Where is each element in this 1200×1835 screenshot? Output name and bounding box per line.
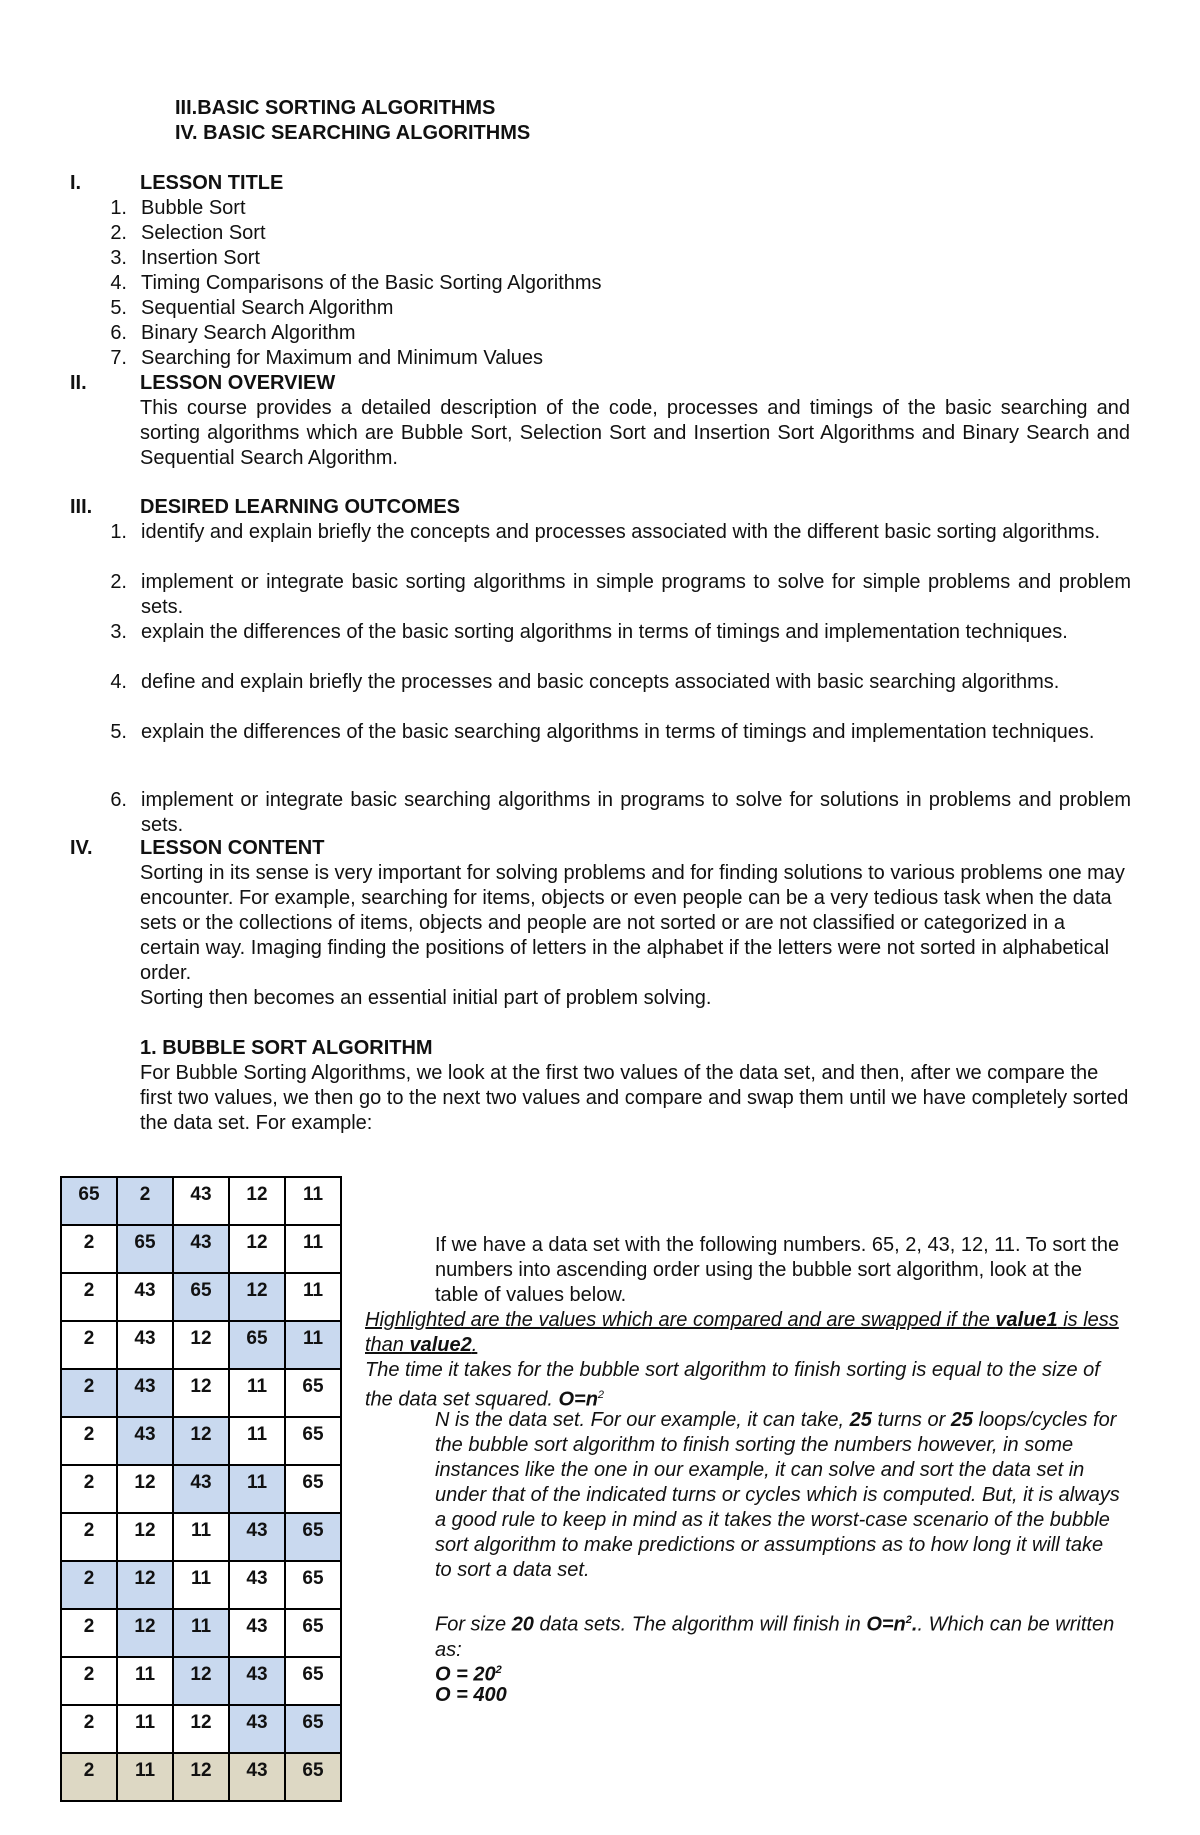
- document-header: [175, 96, 530, 146]
- size-20-example: For size 20 data sets. The algorithm will finish in $O=n^2$.. Which can be written as:: [435, 1613, 1115, 1661]
- table-cell: 43: [117, 1321, 173, 1369]
- table-row: [61, 1273, 341, 1321]
- table-cell: 11: [285, 1273, 341, 1321]
- section-heading: DESIRED LEARNING OUTCOMES: [140, 496, 461, 518]
- content-paragraph-2: Sorting then becomes an essential initial part of problem solving.: [140, 987, 712, 1009]
- table-cell: 65: [285, 1417, 341, 1465]
- table-cell: 43: [117, 1273, 173, 1321]
- table-cell: 12: [117, 1513, 173, 1561]
- table-cell: 2: [117, 1177, 173, 1225]
- table-cell: 11: [117, 1753, 173, 1801]
- table-cell: 12: [173, 1705, 229, 1753]
- table-cell: 11: [173, 1609, 229, 1657]
- overview-text: This course provides a detailed description of the code, processes and timings of the basic searching and sorting algorithms which are Bubble Sort, Selection Sort and Insertion Sort Algorithms and Binary Search and Sequential Search Algorithm.: [140, 397, 1130, 469]
- section-heading: LESSON OVERVIEW: [140, 372, 336, 394]
- table-cell: 2: [61, 1753, 117, 1801]
- table-cell: 65: [285, 1657, 341, 1705]
- table-cell: 11: [285, 1321, 341, 1369]
- table-cell: 43: [229, 1705, 285, 1753]
- table-cell: 65: [285, 1465, 341, 1513]
- highlight-note: Highlighted are the values which are compared and are swapped if the value1 is less than value2.: [365, 1309, 1119, 1356]
- table-cell: 65: [285, 1705, 341, 1753]
- table-cell: 11: [229, 1369, 285, 1417]
- table-cell: 12: [117, 1465, 173, 1513]
- table-cell: 43: [229, 1657, 285, 1705]
- table-cell: 11: [285, 1225, 341, 1273]
- table-row: [61, 1417, 341, 1465]
- table-cell: 12: [173, 1321, 229, 1369]
- table-row: [61, 1609, 341, 1657]
- table-cell: 12: [229, 1177, 285, 1225]
- table-cell: 12: [229, 1225, 285, 1273]
- table-cell: 12: [173, 1657, 229, 1705]
- table-row: [61, 1369, 341, 1417]
- table-cell: 2: [61, 1465, 117, 1513]
- table-cell: 12: [117, 1561, 173, 1609]
- table-cell: 65: [285, 1369, 341, 1417]
- table-cell: 2: [61, 1273, 117, 1321]
- table-row: [61, 1225, 341, 1273]
- header-line-1: III.BASIC SORTING ALGORITHMS: [175, 97, 496, 119]
- table-cell: 65: [285, 1561, 341, 1609]
- section-number: IV.: [70, 837, 93, 859]
- table-cell: 2: [61, 1513, 117, 1561]
- table-cell: 2: [61, 1657, 117, 1705]
- table-row: [61, 1513, 341, 1561]
- table-cell: 11: [285, 1177, 341, 1225]
- table-cell: 43: [173, 1465, 229, 1513]
- table-cell: 12: [117, 1609, 173, 1657]
- table-cell: 2: [61, 1561, 117, 1609]
- section-number: I.: [70, 172, 82, 194]
- table-cell: 2: [61, 1225, 117, 1273]
- table-row: [61, 1753, 341, 1801]
- header-line-2: IV. BASIC SEARCHING ALGORITHMS: [175, 122, 531, 144]
- table-cell: 11: [117, 1657, 173, 1705]
- table-row: [61, 1177, 341, 1225]
- section-number: II.: [70, 372, 87, 394]
- equation-2: O = 400: [435, 1684, 507, 1706]
- table-cell: 43: [229, 1753, 285, 1801]
- table-cell: 43: [229, 1609, 285, 1657]
- table-cell: 12: [229, 1273, 285, 1321]
- equation-1: $O = 20^2$: [435, 1663, 502, 1686]
- table-cell: 2: [61, 1369, 117, 1417]
- table-cell: 11: [229, 1465, 285, 1513]
- table-cell: 65: [61, 1177, 117, 1225]
- table-cell: 43: [229, 1513, 285, 1561]
- table-cell: 12: [173, 1753, 229, 1801]
- table-cell: 65: [173, 1273, 229, 1321]
- table-cell: 65: [285, 1609, 341, 1657]
- table-cell: 12: [173, 1369, 229, 1417]
- table-row: [61, 1321, 341, 1369]
- table-row: [61, 1561, 341, 1609]
- time-complexity-note: The time it takes for the bubble sort algorithm to finish sorting is equal to the size of the data set squared. $O=n^2$: [365, 1359, 1100, 1411]
- table-cell: 43: [173, 1177, 229, 1225]
- bubble-sort-description: For Bubble Sorting Algorithms, we look at the first two values of the data set, and then, after we compare the first two values, we then go to the next two values and compare and swap them until we have completely sorted the data set. For example:: [140, 1062, 1129, 1134]
- table-cell: 43: [117, 1369, 173, 1417]
- table-cell: 43: [117, 1417, 173, 1465]
- table-cell: 2: [61, 1705, 117, 1753]
- table-row: [61, 1465, 341, 1513]
- table-intro-text: If we have a data set with the following numbers. 65, 2, 43, 12, 11. To sort the numbers into ascending order using the bubble sort algorithm, look at the table of values below.: [435, 1234, 1120, 1306]
- table-cell: 43: [229, 1561, 285, 1609]
- table-cell: 11: [173, 1513, 229, 1561]
- table-cell: 11: [229, 1417, 285, 1465]
- table-cell: 43: [173, 1225, 229, 1273]
- table-cell: 11: [173, 1561, 229, 1609]
- n-explanation: N is the data set. For our example, it can take, 25 turns or 25 loops/cycles for the bubble sort algorithm to finish sorting the numbers however, in some instances like the one in our example, it can solve and sort the data set in under that of the indicated turns or cycles which is computed. But, it is always a good rule to keep in mind as it takes the worst-case scenario of the bubble sort algorithm to make predictions or assumptions as to how long it will take to sort a data set.: [435, 1409, 1120, 1581]
- table-cell: 65: [229, 1321, 285, 1369]
- bubble-sort-heading: 1. BUBBLE SORT ALGORITHM: [140, 1037, 433, 1059]
- table-row: [61, 1705, 341, 1753]
- table-row: [61, 1657, 341, 1705]
- table-cell: 2: [61, 1321, 117, 1369]
- table-cell: 2: [61, 1609, 117, 1657]
- table-cell: 12: [173, 1417, 229, 1465]
- table-cell: 11: [117, 1705, 173, 1753]
- content-paragraph: Sorting in its sense is very important for solving problems and for finding solutions to various problems one may encounter. For example, searching for items, objects or even people can be a very tedious task when the data sets or the collections of items, objects and people are not sorted or are not classified or categorized in a certain way. Imaging finding the positions of letters in the alphabet if the letters were not sorted in alphabetical order.: [140, 862, 1125, 984]
- table-cell: 65: [285, 1513, 341, 1561]
- table-cell: 65: [117, 1225, 173, 1273]
- section-heading: LESSON CONTENT: [140, 837, 325, 859]
- section-number: III.: [70, 496, 93, 518]
- table-cell: 2: [61, 1417, 117, 1465]
- table-cell: 65: [285, 1753, 341, 1801]
- section-heading: LESSON TITLE: [140, 172, 284, 194]
- bubble-sort-table: [60, 1176, 342, 1802]
